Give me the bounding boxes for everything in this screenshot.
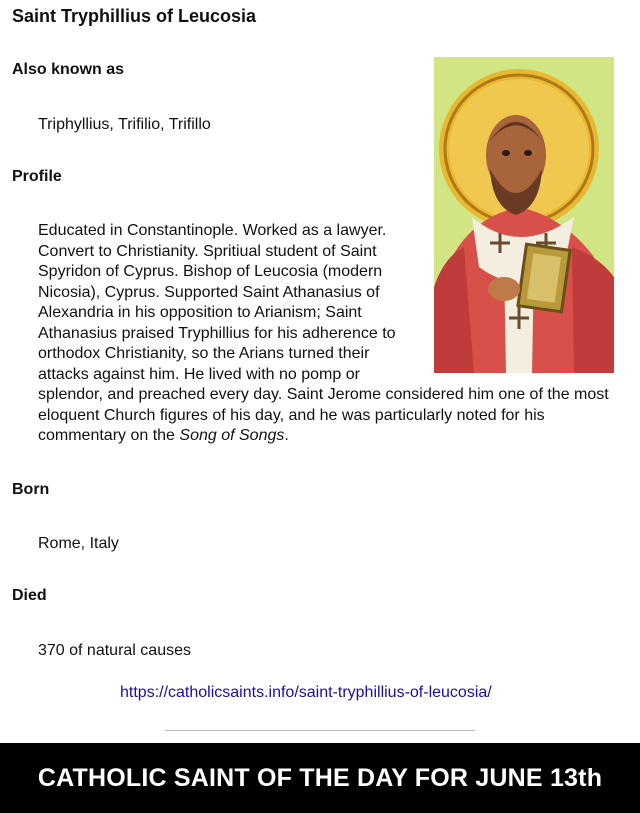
born-heading: Born	[12, 481, 50, 498]
profile-book-title: Song of Songs	[179, 427, 285, 444]
died-heading: Died	[12, 587, 47, 604]
saint-icon-illustration	[434, 57, 614, 373]
source-link[interactable]: https://catholicsaints.info/saint-tryphillius-of-leucosia/	[120, 684, 492, 701]
profile-text-main: Educated in Constantinople. Worked as a lawyer. Convert to Christianity. Spritiual student of Saint Spyridon of Cyprus. Bishop of Leucosia (modern Nicosia), Cyprus. Supported Saint Athanasius of Alexandria in his opposition to Arianism; Saint Athanasius praised Tryphillius for his adherence to orthodox Christianity, so the Arians turned their attacks against him. He lived with no pomp or splendor, and preached every day. Saint Jerome considered him one of the most eloquent Church figures of his day, and he was particularly noted for his commentary on the	[38, 222, 609, 444]
page-title: Saint Tryphillius of Leucosia	[12, 6, 257, 26]
died-value: 370 of natural causes	[38, 642, 191, 659]
born-value: Rome, Italy	[38, 535, 119, 552]
divider	[165, 730, 475, 731]
profile-text-end: .	[284, 427, 289, 444]
saint-of-the-day-banner: CATHOLIC SAINT OF THE DAY FOR JUNE 13th	[0, 743, 640, 813]
saint-icon-image	[434, 57, 614, 373]
profile-heading: Profile	[12, 168, 62, 185]
profile-text	[38, 221, 626, 447]
also-known-as-value: Triphyllius, Trifilio, Trifillo	[38, 116, 211, 133]
also-known-as-heading: Also known as	[12, 61, 125, 78]
